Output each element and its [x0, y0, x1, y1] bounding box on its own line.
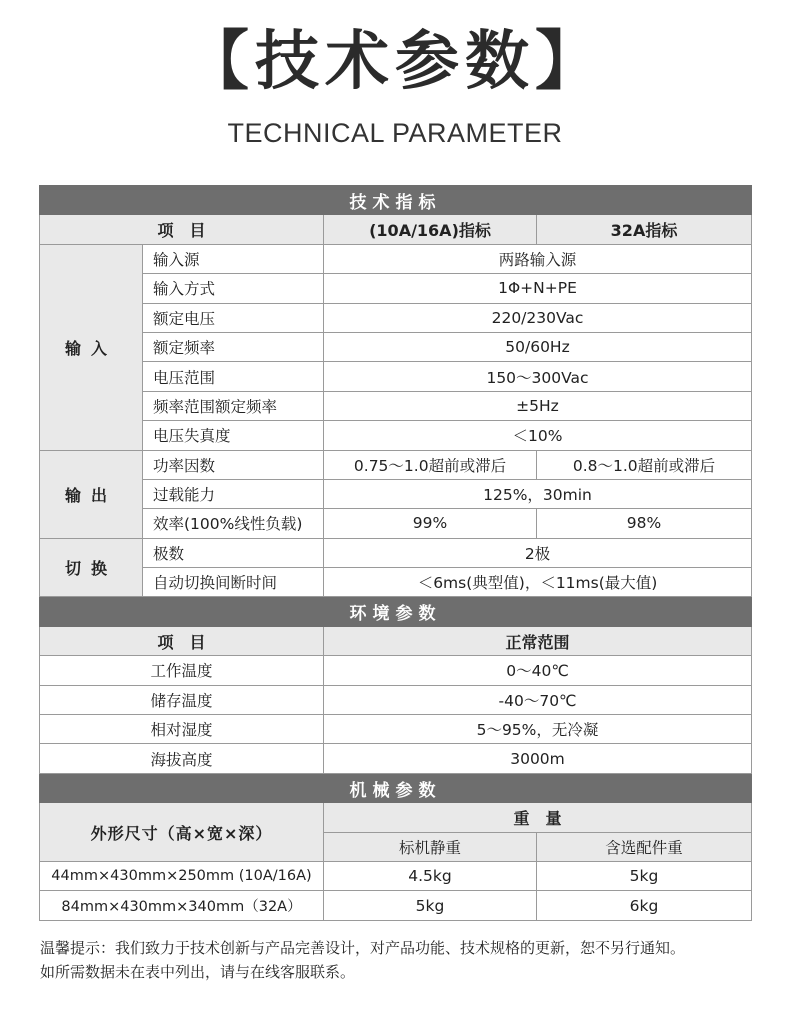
spec-table	[39, 185, 752, 921]
group-label-input: 输入	[40, 244, 143, 450]
param-value: 两路输入源	[324, 244, 752, 273]
table-row	[40, 715, 752, 744]
param-value: 3000m	[324, 744, 752, 773]
param-name: 输入方式	[143, 274, 324, 303]
table-header-row	[40, 626, 752, 655]
table-row	[40, 568, 752, 597]
table-row	[40, 244, 752, 273]
param-value: 220/230Vac	[324, 303, 752, 332]
param-name: 效率(100%线性负载)	[143, 509, 324, 538]
param-name: 频率范围额定频率	[143, 391, 324, 420]
param-name: 功率因数	[143, 450, 324, 479]
param-value: ＜10%	[324, 421, 752, 450]
param-value: 5～95%，无冷凝	[324, 715, 752, 744]
header-item: 项 目	[40, 626, 324, 655]
section-header-mech	[40, 773, 752, 802]
opt-weight-value: 6kg	[537, 891, 752, 920]
param-value: 50/60Hz	[324, 332, 752, 361]
param-value: ＜6ms(典型值)，＜11ms(最大值)	[324, 568, 752, 597]
std-weight-value: 5kg	[324, 891, 537, 920]
header-std-weight: 标机静重	[324, 832, 537, 861]
table-row	[40, 274, 752, 303]
table-header-row	[40, 803, 752, 832]
table-row	[40, 391, 752, 420]
table-row	[40, 450, 752, 479]
std-weight-value: 4.5kg	[324, 861, 537, 890]
table-header-row	[40, 215, 752, 244]
section-header-tech	[40, 186, 752, 215]
table-row	[40, 744, 752, 773]
header-dimensions: 外形尺寸（高×宽×深）	[40, 803, 324, 862]
header-weight: 重 量	[324, 803, 752, 832]
dimension-value: 44mm×430mm×250mm (10A/16A)	[40, 861, 324, 890]
header-normal-range: 正常范围	[324, 626, 752, 655]
param-name: 储存温度	[40, 685, 324, 714]
dimension-value: 84mm×430mm×340mm（32A）	[40, 891, 324, 920]
table-row	[40, 861, 752, 890]
param-value: 1Φ+N+PE	[324, 274, 752, 303]
table-row	[40, 362, 752, 391]
header-item: 项 目	[40, 215, 324, 244]
table-row	[40, 685, 752, 714]
footnote-line: 如所需数据未在表中列出，请与在线客服联系。	[40, 963, 356, 981]
param-value-32a: 98%	[537, 509, 752, 538]
param-value: -40～70℃	[324, 685, 752, 714]
table-row	[40, 656, 752, 685]
section-title-tech: 技术指标	[40, 186, 752, 215]
param-name: 输入源	[143, 244, 324, 273]
section-title-mech: 机械参数	[40, 773, 752, 802]
section-header-env	[40, 597, 752, 626]
param-name: 海拔高度	[40, 744, 324, 773]
param-value: ±5Hz	[324, 391, 752, 420]
param-value: 2极	[324, 538, 752, 567]
table-row	[40, 303, 752, 332]
param-name: 电压范围	[143, 362, 324, 391]
header-opt-weight: 含选配件重	[537, 832, 752, 861]
page-subtitle: TECHNICAL PARAMETER	[227, 118, 563, 148]
param-name: 额定频率	[143, 332, 324, 361]
param-name: 工作温度	[40, 656, 324, 685]
footnote-line: 温馨提示：我们致力于技术创新与产品完善设计，对产品功能、技术规格的更新，恕不另行通知。	[40, 939, 686, 957]
footnote	[40, 936, 770, 984]
param-name: 极数	[143, 538, 324, 567]
page-header	[0, 0, 790, 175]
param-name: 过载能力	[143, 479, 324, 508]
param-name: 相对湿度	[40, 715, 324, 744]
param-value-10a16a: 0.75～1.0超前或滞后	[324, 450, 537, 479]
param-value-10a16a: 99%	[324, 509, 537, 538]
section-title-env: 环境参数	[40, 597, 752, 626]
table-row	[40, 538, 752, 567]
header-col-32a: 32A指标	[537, 215, 752, 244]
group-label-output: 输出	[40, 450, 143, 538]
table-row	[40, 421, 752, 450]
table-row	[40, 332, 752, 361]
table-row	[40, 509, 752, 538]
param-name: 电压失真度	[143, 421, 324, 450]
param-name: 额定电压	[143, 303, 324, 332]
header-col-10a16a: (10A/16A)指标	[324, 215, 537, 244]
param-value-32a: 0.8～1.0超前或滞后	[537, 450, 752, 479]
opt-weight-value: 5kg	[537, 861, 752, 890]
param-value: 150～300Vac	[324, 362, 752, 391]
table-row	[40, 891, 752, 920]
param-value: 125%，30min	[324, 479, 752, 508]
page-title: 【技术参数】	[185, 25, 605, 99]
table-row	[40, 479, 752, 508]
param-name: 自动切换间断时间	[143, 568, 324, 597]
param-value: 0～40℃	[324, 656, 752, 685]
group-label-switch: 切换	[40, 538, 143, 597]
